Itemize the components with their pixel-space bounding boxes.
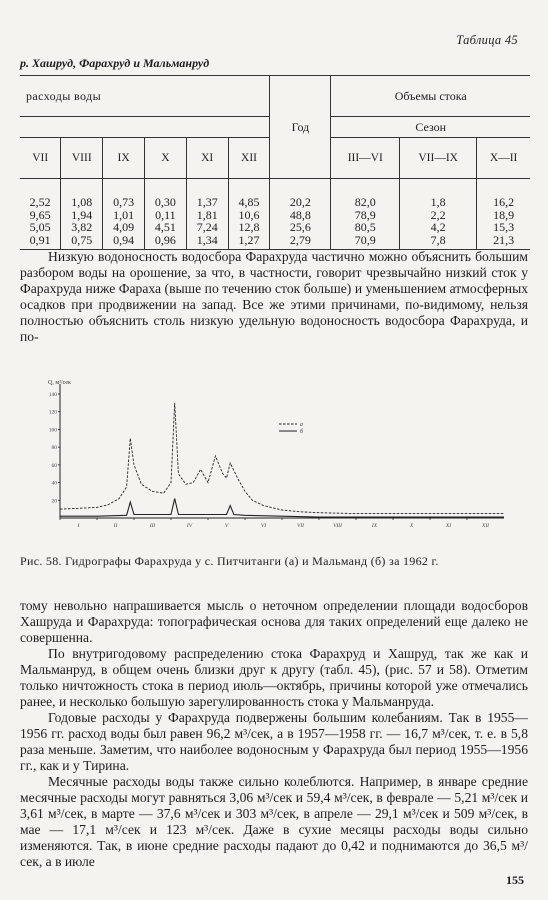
table-cell: 0,91 [20,234,61,250]
table-cell: 18,9 [477,209,530,222]
table-cell: 2,79 [270,234,331,250]
series-line-а [60,403,504,514]
season-header-cell: III—VI [331,138,400,179]
x-tick-label: VI [260,523,267,529]
x-tick-label: III [149,523,156,529]
table-cell: 78,9 [331,209,400,222]
table-cell: 12,8 [228,221,270,234]
volume-header: Объемы стока [331,76,530,117]
y-tick-label: 100 [48,427,57,434]
table-cell: 1,37 [186,179,228,209]
table-cell: 4,51 [144,221,186,234]
y-tick-label: 20 [51,498,57,505]
season-header: Сезон [331,117,530,138]
table-cell: 4,85 [228,179,270,209]
hydrograph-chart [44,376,514,532]
table-cell: 0,75 [61,234,103,250]
table-cell: 82,0 [331,179,400,209]
table-row [20,209,530,222]
series-line-б [60,499,504,518]
figure-caption: Рис. 58. Гидрографы Фарахруда у с. Питчитанги (а) и Мальманд (б) за 1962 г. [20,554,439,568]
x-tick-label: XII [481,523,490,529]
legend-label: б [300,429,304,435]
x-tick-label: I [77,523,80,529]
month-header: X [144,138,186,179]
table-cell: 5,05 [29,220,51,234]
x-tick-label: V [224,523,229,529]
hydrograph-svg [44,376,514,532]
table-cell: 0,96 [144,234,186,250]
table-cell: 2,2 [400,209,477,222]
table-cell: 7,8 [400,234,477,250]
table-cell: 70,9 [331,234,400,250]
table-cell: 0,94 [103,234,145,250]
x-tick-label: VIII [333,523,342,529]
y-tick-label: 80 [51,445,57,452]
table-cell: 0,73 [103,179,145,209]
table-cell: 2,52 [29,195,51,209]
table-cell: 1,34 [186,234,228,250]
paragraph-intro [20,249,528,345]
table-cell: 9,65 [29,207,51,222]
x-tick-label: X [409,523,414,529]
table-caption: р. Хашруд, Фарахруд и Мальманруд [20,56,210,70]
x-tick-label: XI [445,523,452,529]
table-row [20,234,530,250]
table-cell: 80,5 [331,221,400,234]
year-header: Год [270,76,331,179]
table-row [20,179,530,209]
discharge-table [20,75,530,250]
month-header: VIII [61,138,103,179]
season-header-cell: VII—IX [400,138,477,179]
table-cell: 16,2 [477,179,530,209]
y-tick-label: 120 [48,409,57,416]
table-cell: 7,24 [186,221,228,234]
month-header: XII [228,138,270,179]
table-cell: 21,3 [477,234,530,250]
month-header: IX [103,138,145,179]
table-cell: 1,27 [228,234,270,250]
table-cell: 48,8 [270,209,331,222]
table-cell: 20,2 [270,179,331,209]
group-header: расходы воды [20,76,270,117]
table-cell: 0,11 [144,209,186,222]
month-header: XI [186,138,228,179]
body-text [20,598,528,870]
x-tick-label: IX [371,523,378,529]
y-tick-label: 60 [51,462,57,469]
group-header-spacer [20,117,270,138]
table-cell: 1,94 [61,209,103,222]
table-cell: 3,82 [61,221,103,234]
x-tick-label: VII [296,523,305,529]
paragraph-1: Низкую водоносность водосбора Фарахруда частично можно объяснить большим разбором воды на орошение, за что, в частности, говорит чрезвычайно низкий сток у Фарахруда ниже Фараха (выше по течению сток больше) и уменьшением атмосферных осадков при продвижении на запад. Все же этими причинами, по-видимому, нельзя полностью объяснить столь низкую удельную водоносность водосбора Фарахруда, и по- [20,249,528,344]
season-header-cell: X—II [477,138,530,179]
table-cell: 1,01 [103,209,145,222]
paragraph-4: Годовые расходы у Фарахруда подвержены большим колебаниям. Так в 1955—1956 гг. расход воды был равен 96,2 м³/сек, а в 1957—1958 гг. — 16,7 м³/сек, т. е. в 5,8 раза меньше. Заметим, что наиболее водоносным у Фарахруда был период 1955—1956 гг., как и у Тирина. [20,710,528,773]
paragraph-3: По внутригодовому распределению стока Фарахруд и Хашруд, так же как и Мальманруд, в общем очень близки друг к другу (табл. 45), (рис. 57 и 58). Отметим только ничтожность стока в период июль—октябрь, причины которой уже отмечались ранее, и несколько большую зарегулированность стока у Мальманруда. [20,646,528,709]
x-tick-label: IV [186,523,193,529]
month-header: VII [20,138,61,179]
table-cell: 0,30 [144,179,186,209]
paragraph-5: Месячные расходы воды также сильно колеблются. Например, в январе средние месячные расходы могут равняться 3,06 м³/сек и 59,4 м³/сек, в феврале — 5,21 м³/сек и 3,61 м³/сек, в марте — 37,6 м³/сек и 303 м³/сек, в апреле — 29,1 м³/сек и 509 м³/сек, в мае — 17,1 м³/сек и 123 м³/сек. Даже в сухие месяцы расходы воды сильно изменяются. Так, в июне средние расходы падают до 0,42 и поднимаются до 36,5 м³/сек, а в июле [20,774,528,869]
paragraph-2: тому невольно напрашивается мысль о неточном определении площади водосборов Хашруда и Фарахруда: топографическая основа для таких определений еще далеко не совершенна. [20,598,528,645]
table-row [20,221,530,234]
y-tick-label: 40 [51,480,57,487]
table-cell: 4,09 [103,221,145,234]
table-cell: 25,6 [270,221,331,234]
table-label: Таблица 45 [456,33,518,47]
page-number: 155 [506,873,524,887]
legend-label: а [300,422,303,428]
table-cell: 15,3 [477,221,530,234]
table-body [20,179,530,250]
x-tick-label: II [113,523,118,529]
y-axis-label: Q, м³/сек [48,380,71,386]
table-cell: 1,8 [400,179,477,209]
y-tick-label: 140 [48,392,57,398]
table-cell: 1,81 [186,209,228,222]
table-cell: 1,08 [61,179,103,209]
table-cell: 4,2 [400,221,477,234]
table-cell: 10,6 [228,209,270,222]
